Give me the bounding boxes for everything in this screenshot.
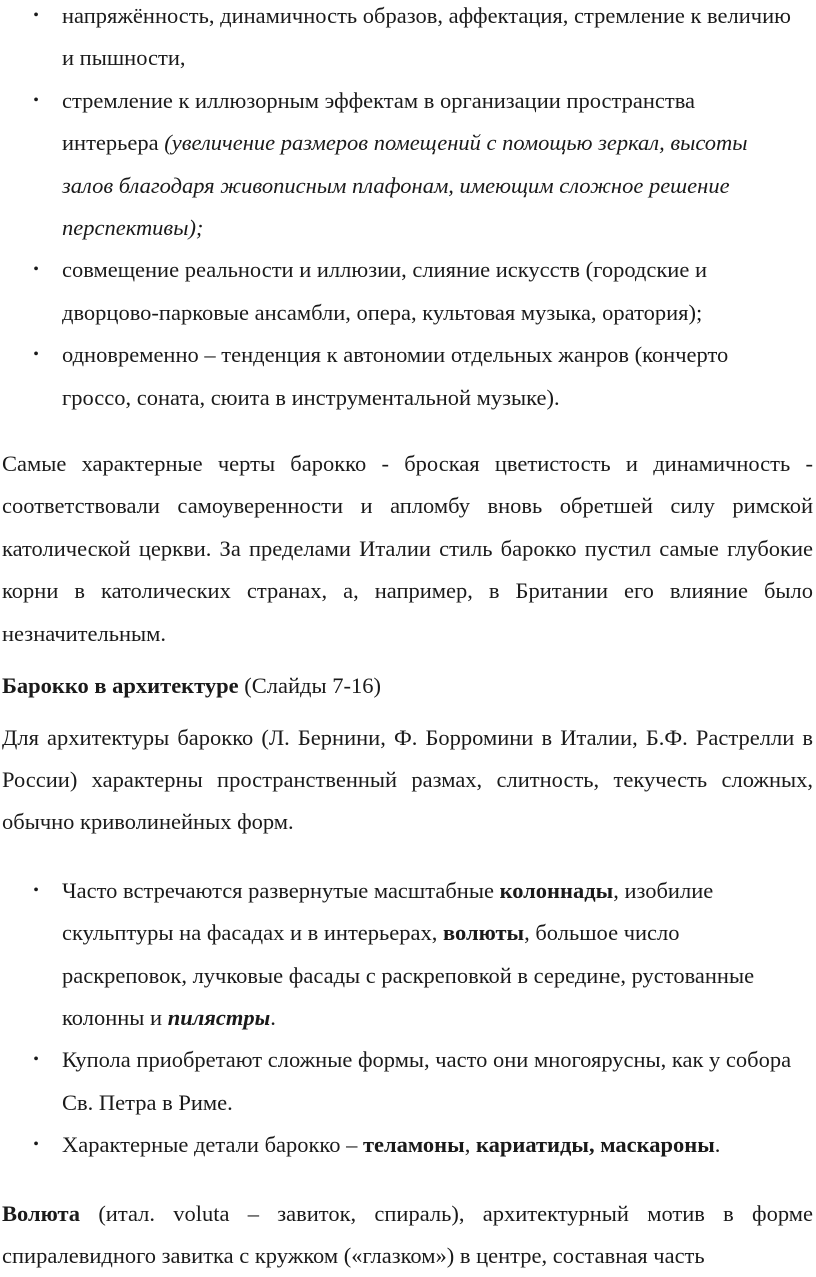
text-run: , большое число раскреповок, лучковые фасады с раскреповкой в середине, рустованные колонны и [62,920,755,1030]
list-item [0,249,816,334]
list-item-text: одновременно – тенденция к автономии отдельных жанров (кончерто гроссо, соната, сюита в инструментальной музыке). [62,342,729,410]
bullet-icon: • [33,881,39,899]
bullet-icon: • [33,346,39,364]
text-run: . [714,1132,721,1158]
list-item [0,0,816,80]
section-heading-slides: (Слайды 7-16) [238,673,381,699]
list-item [0,870,816,1040]
bullet-icon: • [33,7,39,24]
term-volute: Волюта [2,1200,81,1226]
text-run: Часто встречаются развернутые масштабные [62,877,500,903]
volute-definition-text: (итал. voluta – завиток, спираль), архитектурный мотив в форме спиралевидного завитка с кружком («глазком») в центре, составная часть [2,1200,813,1268]
bullet-icon: • [33,91,39,109]
list-item [0,80,816,250]
bullet-icon: • [33,261,39,279]
text-run: , изобилие скульптуры на фасадах и в интерьерах, [62,877,714,946]
text-run: Характерные детали барокко – [62,1132,363,1158]
bullet-icon: • [33,1051,39,1069]
bullet-icon: • [33,1136,39,1154]
list-item [0,334,816,419]
text-run: . [270,1004,276,1030]
architecture-features-list [0,870,816,1167]
list-item-text: стремление к иллюзорным эффектам в организации пространства интерьера [62,87,696,156]
term-volutes: волюты [443,920,525,946]
list-item-text: совмещение реальности и иллюзии, слияние искусств (городские и дворцово-парковые ансамбли, опера, культовая музыка, оратория); [62,257,707,325]
term-pilasters: пилястры [167,1004,271,1030]
text-run: , [464,1132,476,1158]
architecture-paragraph: Для архитектуры барокко (Л. Бернини, Ф. Борромини в Италии, Б.Ф. Растрелли в России) характерны пространственный размах, слитность, текучесть сложных, обычно криволинейных форм. [2,724,813,835]
term-caryatids-mascarons: кариатиды, маскароны [475,1132,715,1158]
term-colonnades: колоннады [499,877,614,903]
volute-definition-paragraph [0,1193,816,1277]
section-heading-bold: Барокко в архитектуре [2,673,239,699]
term-telamons: теламоны [362,1132,465,1158]
list-item-text: Купола приобретают сложные формы, часто они многоярусны, как у собора Св. Петра в Риме. [62,1047,792,1115]
list-item-italic-note: (увеличение размеров помещений с помощью зеркал, высоты залов благодаря живописным плафонам, имеющим сложное решение перспективы); [62,130,748,241]
list-item-text: напряжённость, динамичность образов, аффектация, стремление к величию и пышности, [62,3,791,71]
feature-list [0,0,816,419]
section-heading [0,665,816,707]
baroque-traits-paragraph: Самые характерные черты барокко - броская цветистость и динамичность - соответствовали самоуверенности и апломбу вновь обретшей силу римской католической церкви. За пределами Италии стиль барокко пустил самые глубокие корни в католических странах, а, например, в Британии его влияние было незначительным. [2,451,813,646]
list-item [0,1039,816,1124]
list-item [0,1124,816,1166]
